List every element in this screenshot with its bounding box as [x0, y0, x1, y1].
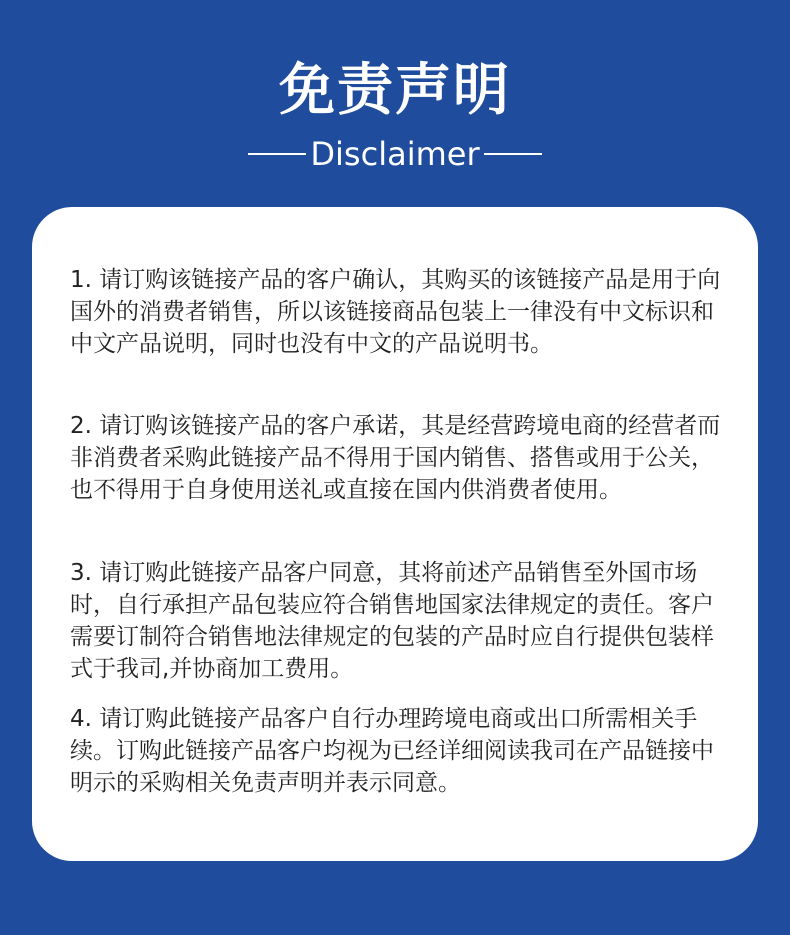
subtitle-row — [0, 134, 790, 174]
disclaimer-card — [32, 207, 758, 861]
page-title: 免责声明 — [279, 58, 511, 123]
disclaimer-paragraph-2: 2. 请订购该链接产品的客户承诺，其是经营跨境电商的经营者而非消费者采购此链接产品不得用于国内销售、搭售或用于公关，也不得用于自身使用送礼或直接在国内供消费者使用。 — [70, 413, 721, 503]
disclaimer-paragraph-4: 4. 请订购此链接产品客户自行办理跨境电商或出口所需相关手续。订购此链接产品客户均视为已经详细阅读我司在产品链接中明示的采购相关免责声明并表示同意。 — [70, 706, 714, 796]
disclaimer-paragraph-1: 1. 请订购该链接产品的客户确认，其购买的该链接产品是用于向国外的消费者销售，所以该链接商品包装上一律没有中文标识和中文产品说明，同时也没有中文的产品说明书。 — [70, 267, 721, 357]
subtitle-right-rule — [484, 153, 542, 155]
subtitle-left-rule — [248, 153, 306, 155]
disclaimer-paragraph-3: 3. 请订购此链接产品客户同意，其将前述产品销售至外国市场时，自行承担产品包装应符合销售地国家法律规定的责任。客户需要订制符合销售地法律规定的包装的产品时应自行提供包装样式于我司,并协商加工费用。 — [70, 560, 714, 682]
page-subtitle: Disclaimer — [310, 135, 480, 173]
